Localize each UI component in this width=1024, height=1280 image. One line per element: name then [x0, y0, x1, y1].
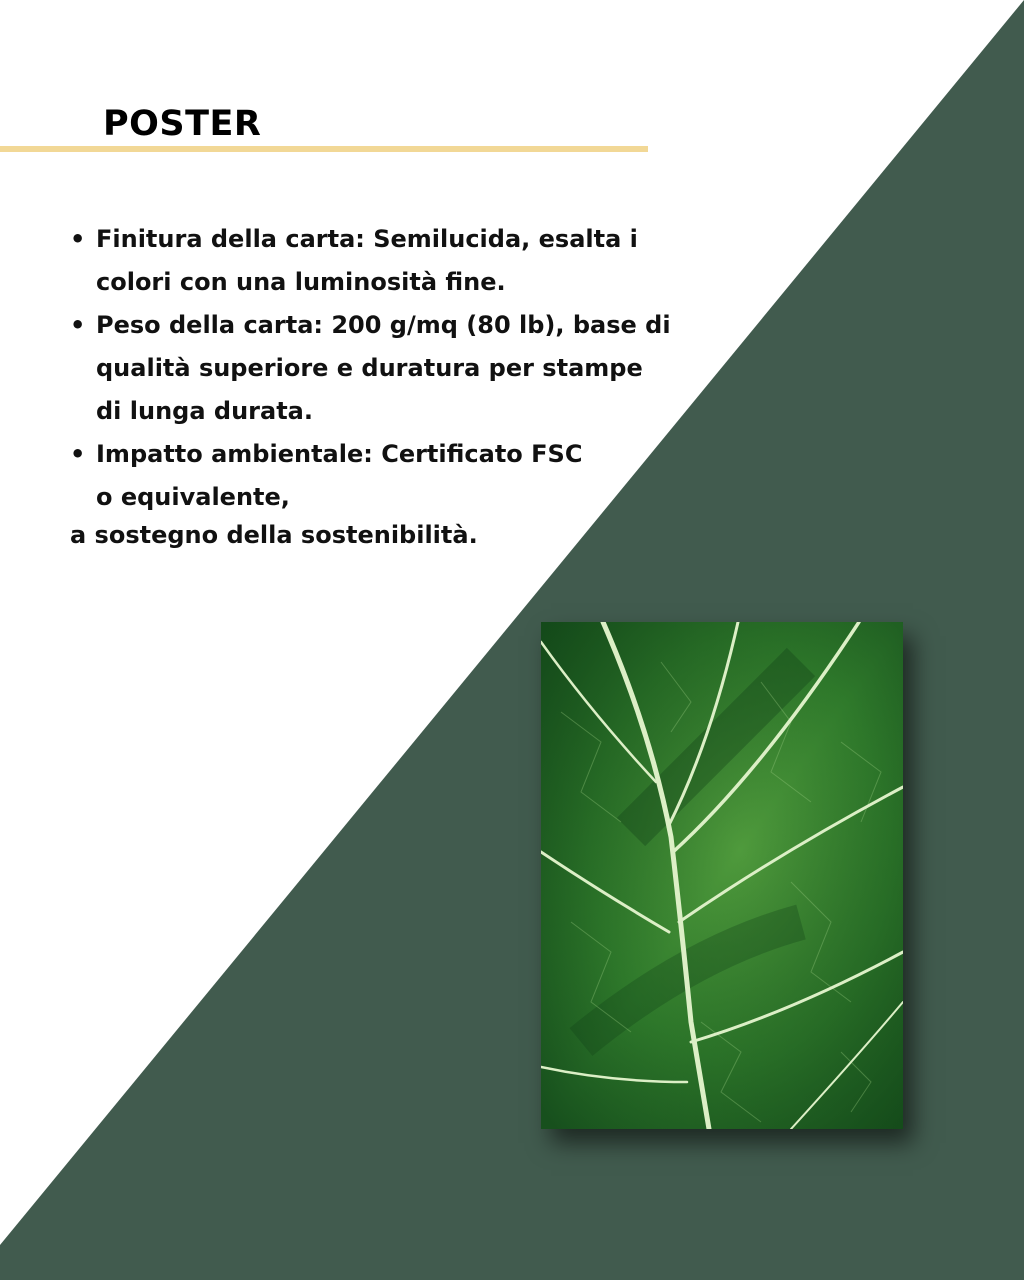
leaf-photo	[541, 622, 903, 1129]
bullet-icon: •	[70, 225, 86, 253]
spec-list	[70, 218, 710, 519]
spec-line: di lunga durata.	[96, 397, 313, 425]
bullet-icon: •	[70, 311, 86, 339]
bullet-icon: •	[70, 440, 86, 468]
title-underline	[0, 146, 648, 152]
spec-line: Peso della carta: 200 g/mq (80 lb), base di	[96, 311, 671, 339]
spec-line: o equivalente,	[96, 483, 290, 511]
spec-line: Finitura della carta: Semilucida, esalta i	[96, 225, 638, 253]
spec-line: colori con una luminosità fine.	[96, 268, 506, 296]
spec-item-paper-weight	[70, 304, 710, 433]
sustainability-line: a sostegno della sostenibilità.	[70, 521, 478, 549]
spec-line: Impatto ambientale: Certificato FSC	[96, 440, 583, 468]
spec-item-environmental-impact	[70, 433, 710, 519]
spec-item-paper-finish	[70, 218, 710, 304]
leaf-poster-image	[541, 622, 903, 1129]
page-title: POSTER	[103, 104, 262, 144]
spec-line: qualità superiore e duratura per stampe	[96, 354, 643, 382]
